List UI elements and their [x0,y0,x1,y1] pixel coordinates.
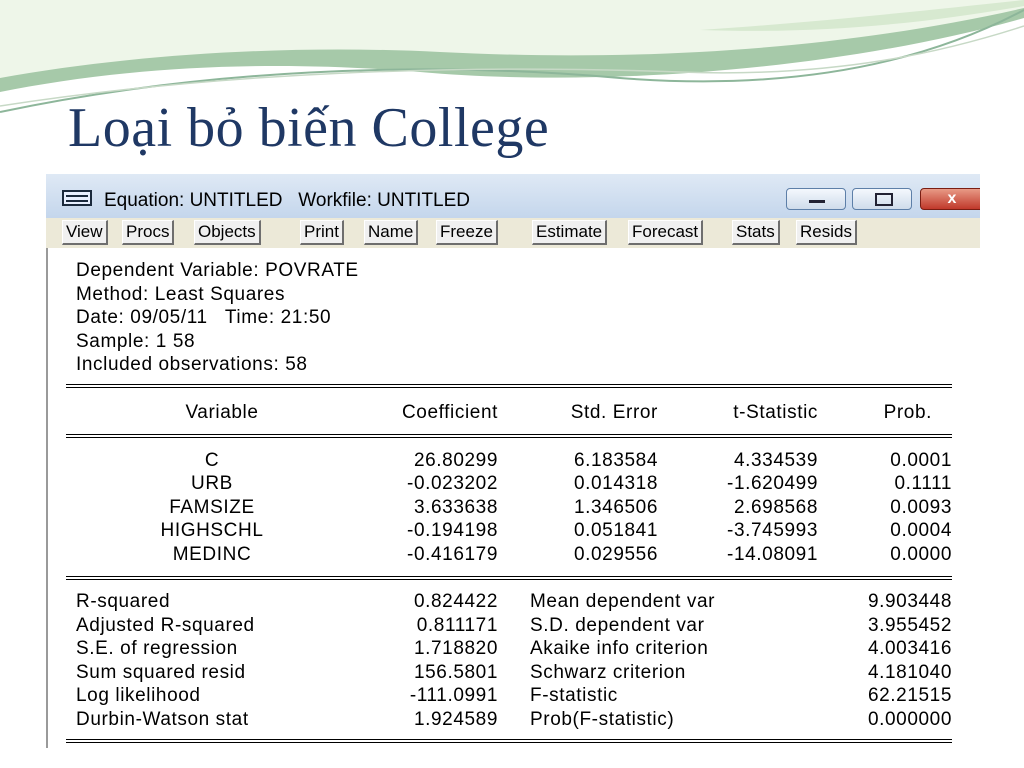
variable-cell: FAMSIZE [169,497,255,518]
column-header: Prob. [883,402,932,423]
view-button[interactable]: View [62,220,108,245]
table-rule [66,434,952,435]
variable-cell: URB [191,473,233,494]
resids-button[interactable]: Resids [796,220,857,245]
stat-value: 4.003416 [867,638,952,659]
stat-value: 0.000000 [867,709,952,730]
estimate-button[interactable]: Estimate [532,220,607,245]
prob-cell: 0.0000 [890,544,952,565]
coefficient-cell: -0.194198 [407,520,498,541]
coefficient-cell: 26.80299 [413,450,498,471]
table-rule [66,739,952,740]
slide-title: Loại bỏ biến College [68,97,550,159]
stat-label: R-squared [76,591,171,612]
table-rule [66,742,952,743]
stat-label: Adjusted R-squared [76,615,255,636]
window-title: Equation: UNTITLED Workfile: UNTITLED [104,190,471,211]
window-app-icon [62,190,92,206]
header-line: Dependent Variable: POVRATE [76,260,359,281]
minimize-button[interactable] [786,188,846,210]
t-statistic-cell: 4.334539 [733,450,818,471]
variable-cell: HIGHSCHL [160,520,264,541]
procs-button[interactable]: Procs [122,220,174,245]
header-line: Included observations: 58 [76,354,308,375]
prob-cell: 0.1111 [894,473,952,494]
forecast-button[interactable]: Forecast [628,220,703,245]
std-error-cell: 0.014318 [573,473,658,494]
equation-window [46,174,980,748]
table-rule [66,576,952,577]
variable-cell: C [204,450,220,471]
stat-label: Durbin-Watson stat [76,709,249,730]
stat-value: 4.181040 [867,662,952,683]
stat-value: 1.924589 [413,709,498,730]
close-button[interactable]: x [920,188,980,210]
header-line: Method: Least Squares [76,284,286,305]
t-statistic-cell: -3.745993 [727,520,818,541]
coefficient-cell: -0.416179 [407,544,498,565]
stat-label: Log likelihood [76,685,201,706]
window-titlebar[interactable] [46,174,980,218]
stat-label: Mean dependent var [530,591,716,612]
prob-cell: 0.0004 [890,520,952,541]
std-error-cell: 6.183584 [573,450,658,471]
stat-value: 9.903448 [867,591,952,612]
stat-value: 3.955452 [867,615,952,636]
stat-value: 1.718820 [413,638,498,659]
stat-value: 0.824422 [413,591,498,612]
stat-label: Sum squared resid [76,662,246,683]
column-header: Variable [185,402,259,423]
t-statistic-cell: -14.08091 [727,544,818,565]
stat-value: 0.811171 [416,615,498,636]
coefficient-cell: 3.633638 [413,497,498,518]
stat-label: S.D. dependent var [530,615,705,636]
header-line: Date: 09/05/11 Time: 21:50 [76,307,332,328]
stat-value: 156.5801 [413,662,498,683]
stat-value: 62.21515 [867,685,952,706]
stats-button[interactable]: Stats [732,220,780,245]
output-content [46,248,980,748]
t-statistic-cell: -1.620499 [727,473,818,494]
stat-label: S.E. of regression [76,638,238,659]
stat-value: -111.0991 [409,685,498,706]
column-header: t-Statistic [733,402,818,423]
t-statistic-cell: 2.698568 [733,497,818,518]
coefficient-cell: -0.023202 [407,473,498,494]
column-header: Std. Error [570,402,658,423]
std-error-cell: 1.346506 [573,497,658,518]
std-error-cell: 0.051841 [573,520,658,541]
table-rule [66,579,952,580]
stat-label: Akaike info criterion [530,638,709,659]
variable-cell: MEDINC [172,544,252,565]
column-header: Coefficient [401,402,498,423]
window-toolbar [46,218,980,248]
prob-cell: 0.0001 [890,450,952,471]
prob-cell: 0.0093 [890,497,952,518]
maximize-button[interactable] [852,188,912,210]
freeze-button[interactable]: Freeze [436,220,498,245]
table-rule [66,437,952,438]
objects-button[interactable]: Objects [194,220,261,245]
table-rule [66,384,952,385]
table-rule [66,387,952,388]
stat-label: F-statistic [530,685,618,706]
name-button[interactable]: Name [364,220,418,245]
std-error-cell: 0.029556 [573,544,658,565]
stat-label: Schwarz criterion [530,662,686,683]
header-line: Sample: 1 58 [76,331,196,352]
stat-label: Prob(F-statistic) [530,709,675,730]
print-button[interactable]: Print [300,220,344,245]
